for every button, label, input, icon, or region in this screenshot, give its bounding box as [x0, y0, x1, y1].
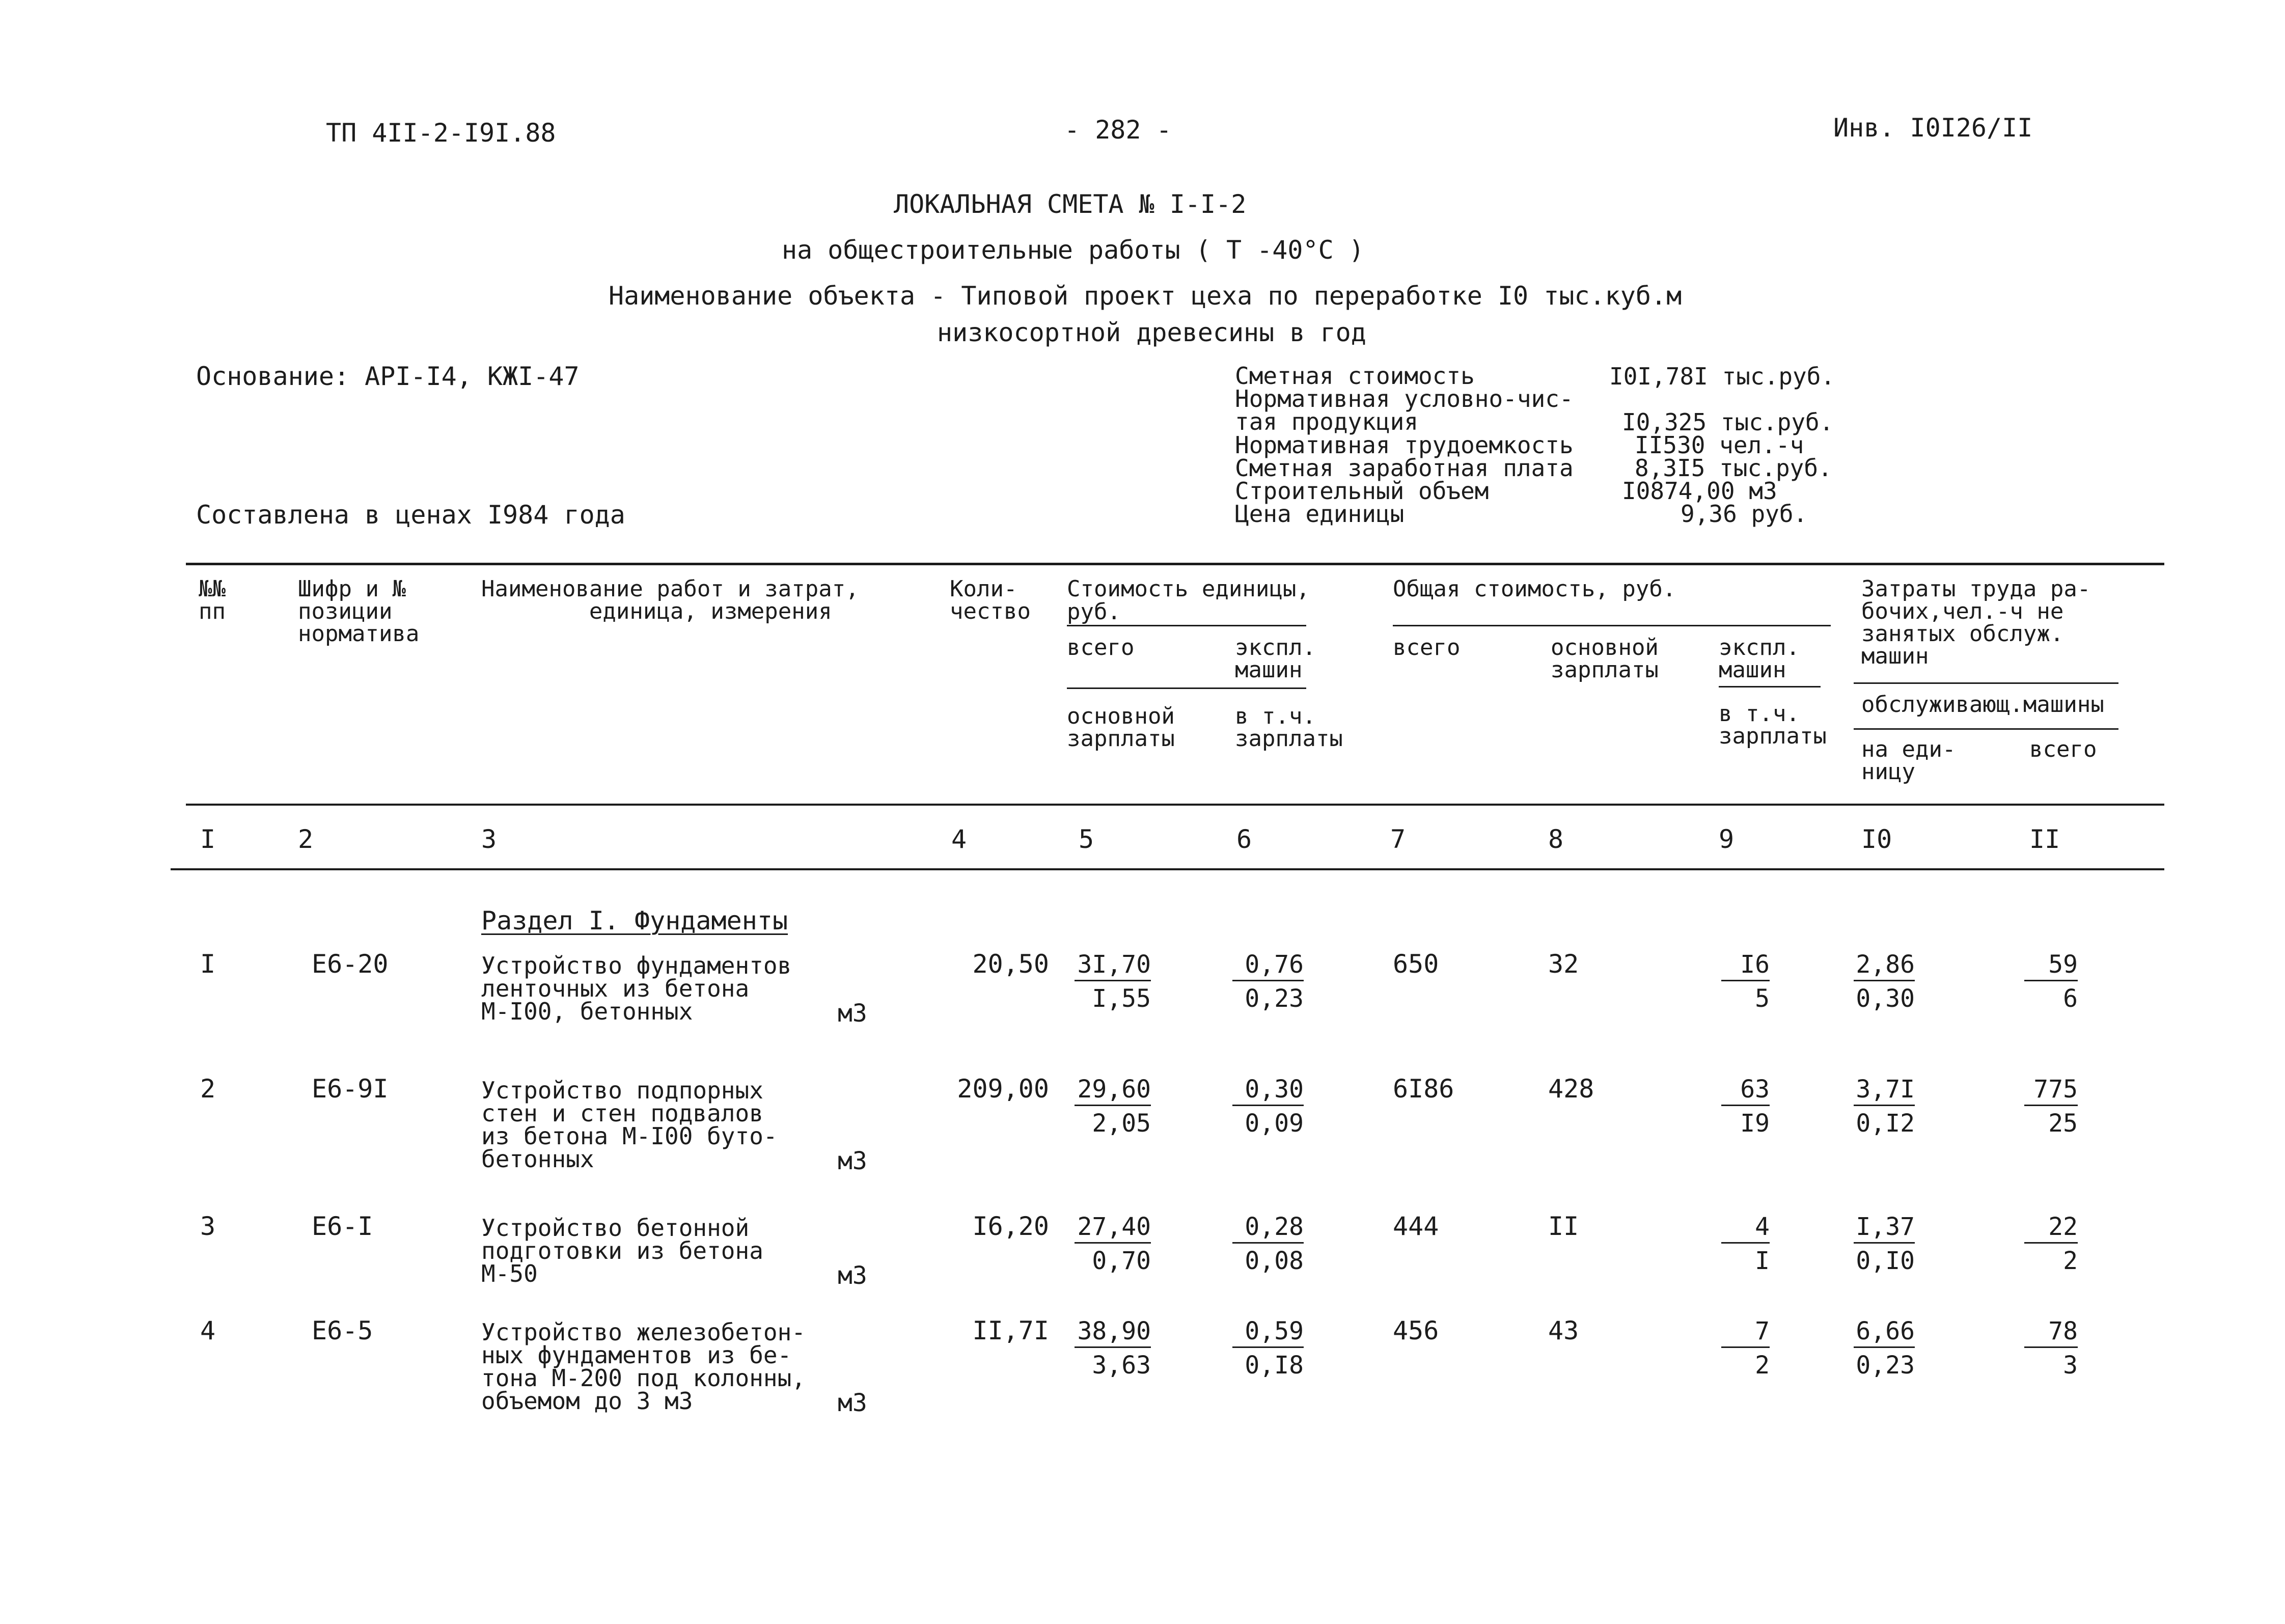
group-rule — [1067, 687, 1306, 689]
labor-per-unit-top: 3,7I — [1854, 1077, 1915, 1106]
numbers-bottom-rule — [171, 868, 2164, 870]
section-title: Раздел I. Фундаменты — [481, 906, 788, 935]
total-machines-bottom: I9 — [1740, 1109, 1770, 1138]
row-number: 2 — [200, 1074, 216, 1104]
summary-value: 9,36 руб. — [1681, 500, 1808, 528]
group-head-unit-cost-rub: руб. — [1067, 599, 1121, 625]
unit-cost-machines — [1232, 1077, 1304, 1136]
row-number: I — [200, 949, 216, 979]
unit-cost-total — [1075, 1077, 1151, 1136]
col-head-6-machines: экспл. машин — [1235, 635, 1316, 683]
unit-cost-machines — [1232, 1319, 1304, 1378]
work-description: Устройство железобетон- ных фундаментов из бе- тона М-200 под колонны, объемом до 3 м3 — [481, 1318, 806, 1415]
unit-cost-total — [1075, 952, 1151, 1011]
total-machines-top: 4 — [1721, 1215, 1770, 1244]
labor-total-top: 78 — [2024, 1319, 2078, 1348]
quantity: 209,00 — [957, 1074, 1049, 1104]
work-description: Устройство бетонной подготовки из бетона М-50 — [481, 1214, 763, 1287]
group-rule — [1854, 728, 2118, 730]
total-machines-top: I6 — [1721, 952, 1770, 981]
inventory-number: Инв. I0I26/II — [1833, 113, 2033, 143]
page-number: - 282 - — [1064, 115, 1172, 145]
summary-value: I0874,00 м3 — [1622, 477, 1777, 505]
col-head-9-machines: экспл. машин — [1719, 635, 1800, 683]
unit-cost-machines-bottom: 0,09 — [1245, 1109, 1304, 1138]
labor-total-bottom: 3 — [2063, 1351, 2078, 1380]
group-head-unit-cost: Стоимость единицы, — [1067, 576, 1310, 602]
col-head-7-total: всего — [1393, 635, 1461, 660]
column-number: 3 — [481, 824, 497, 854]
summary-label: Нормативная условно-чис- тая продукция — [1235, 385, 1574, 435]
norm-code: Е6-9I — [312, 1074, 389, 1104]
row-number: 4 — [200, 1316, 216, 1345]
col-head-6-salary: в т.ч. зарплаты — [1235, 703, 1343, 752]
column-number: 9 — [1719, 824, 1735, 854]
row-number: 3 — [200, 1212, 216, 1241]
unit-cost-total — [1075, 1215, 1151, 1273]
work-description: Устройство фундаментов ленточных из бетона М-I00, бетонных — [481, 952, 792, 1025]
labor-per-unit-top: 6,66 — [1854, 1319, 1915, 1348]
total-machines-top: 63 — [1721, 1077, 1770, 1106]
col-head-quantity: Коли- чество — [950, 576, 1031, 624]
unit-of-measure: м3 — [838, 999, 867, 1028]
unit-cost-machines-bottom: 0,23 — [1245, 984, 1304, 1013]
total-cost: 444 — [1393, 1212, 1439, 1241]
norm-code: Е6-I — [312, 1212, 373, 1241]
unit-cost-machines-top: 0,76 — [1232, 952, 1304, 981]
unit-cost-machines-bottom: 0,I8 — [1245, 1351, 1304, 1380]
table-top-rule — [186, 563, 2164, 565]
total-machines — [1721, 1319, 1770, 1378]
unit-cost-total-bottom: 3,63 — [1092, 1351, 1151, 1380]
column-number: I0 — [1861, 824, 1892, 854]
col-head-9-salary: в т.ч. зарплаты — [1719, 701, 1827, 749]
summary-label: Строительный объем — [1235, 477, 1489, 505]
total-machines — [1721, 1215, 1770, 1273]
total-cost: 650 — [1393, 949, 1439, 979]
labor-per-unit-top: 2,86 — [1854, 952, 1915, 981]
labor-per-unit-bottom: 0,23 — [1856, 1351, 1915, 1380]
quantity: II,7I — [972, 1316, 1049, 1345]
total-salary: 428 — [1548, 1074, 1594, 1104]
col-head-11-total: всего — [2029, 736, 2097, 762]
group-head-labor: Затраты труда ра- бочих,чел.-ч не занятых обслуж. машин — [1861, 576, 2091, 669]
group-head-service: обслуживающ.машины — [1861, 692, 2104, 718]
unit-cost-total-top: 38,90 — [1075, 1319, 1151, 1348]
col-head-8-salary: основной зарплаты — [1551, 635, 1659, 683]
unit-cost-machines-top: 0,59 — [1232, 1319, 1304, 1348]
col-head-5-total: всего — [1067, 635, 1135, 660]
estimate-subtitle: на общестроительные работы ( Т -40°С ) — [782, 235, 1364, 265]
labor-per-unit-bottom: 0,I0 — [1856, 1247, 1915, 1275]
total-salary: 32 — [1548, 949, 1579, 979]
basis-text: Основание: АРI-I4, КЖI-47 — [196, 362, 580, 391]
summary-value: 8,3I5 тыс.руб. — [1635, 454, 1832, 482]
labor-total — [2024, 1215, 2078, 1273]
column-number: 2 — [298, 824, 314, 854]
column-number: 5 — [1079, 824, 1094, 854]
unit-cost-total-bottom: 0,70 — [1092, 1247, 1151, 1275]
labor-per-unit-top: I,37 — [1854, 1215, 1915, 1244]
total-cost: 456 — [1393, 1316, 1439, 1345]
summary-label: Сметная заработная плата — [1235, 454, 1574, 482]
quantity: I6,20 — [972, 1212, 1049, 1241]
total-machines-bottom: 5 — [1755, 984, 1770, 1013]
col-head-code: Шифр и № позиции норматива — [298, 576, 420, 647]
unit-of-measure: м3 — [838, 1147, 867, 1175]
quantity: 20,50 — [972, 949, 1049, 979]
labor-per-unit — [1854, 1215, 1915, 1273]
column-number: II — [2029, 824, 2060, 854]
document-code: ТП 4II-2-I9I.88 — [326, 118, 556, 148]
summary-label: Сметная стоимость — [1235, 362, 1475, 390]
labor-total-bottom: 6 — [2063, 984, 2078, 1013]
summary-value: I0,325 тыс.руб. — [1622, 408, 1834, 436]
prices-year: Составлена в ценах I984 года — [196, 500, 625, 530]
labor-total-bottom: 2 — [2063, 1247, 2078, 1275]
group-rule — [1393, 625, 1831, 626]
group-rule — [1067, 625, 1306, 626]
labor-per-unit — [1854, 952, 1915, 1011]
work-description: Устройство подпорных стен и стен подвалов из бетона М-I00 буто- бетонных — [481, 1077, 778, 1173]
labor-total-top: 22 — [2024, 1215, 2078, 1244]
unit-cost-machines-top: 0,28 — [1232, 1215, 1304, 1244]
unit-of-measure: м3 — [838, 1261, 867, 1290]
total-machines — [1721, 952, 1770, 1011]
norm-code: Е6-20 — [312, 949, 389, 979]
column-number: 6 — [1236, 824, 1252, 854]
col-head-10-per-unit: на еди- ницу — [1861, 736, 1956, 785]
unit-cost-total-top: 27,40 — [1075, 1215, 1151, 1244]
estimate-title: ЛОКАЛЬНАЯ СМЕТА № I-I-2 — [894, 189, 1247, 219]
unit-cost-total-top: 29,60 — [1075, 1077, 1151, 1106]
column-number: 8 — [1548, 824, 1564, 854]
summary-label: Нормативная трудоемкость — [1235, 431, 1574, 459]
norm-code: Е6-5 — [312, 1316, 373, 1345]
total-machines-bottom: I — [1755, 1247, 1770, 1275]
object-name-cont: низкосортной древесины в год — [937, 318, 1366, 347]
summary-value: II530 чел.-ч — [1635, 431, 1804, 459]
unit-cost-total — [1075, 1319, 1151, 1378]
group-rule — [1854, 682, 2118, 684]
column-number: 7 — [1390, 824, 1406, 854]
total-machines — [1721, 1077, 1770, 1136]
column-number: 4 — [951, 824, 967, 854]
summary-value: I0I,78I тыс.руб. — [1609, 363, 1835, 390]
object-name: Наименование объекта - Типовой проект цеха по переработке I0 тыс.куб.м — [609, 281, 1682, 311]
col-head-name: Наименование работ и затрат, единица, измерения — [481, 576, 859, 624]
labor-total — [2024, 1319, 2078, 1378]
labor-total — [2024, 1077, 2078, 1136]
header-bottom-rule — [186, 804, 2164, 806]
unit-cost-machines-bottom: 0,08 — [1245, 1247, 1304, 1275]
unit-cost-machines — [1232, 952, 1304, 1011]
labor-total-top: 59 — [2024, 952, 2078, 981]
total-machines-top: 7 — [1721, 1319, 1770, 1348]
unit-cost-machines-top: 0,30 — [1232, 1077, 1304, 1106]
group-head-total-cost: Общая стоимость, руб. — [1393, 576, 1676, 602]
labor-per-unit — [1854, 1077, 1915, 1136]
summary-label: Цена единицы — [1235, 500, 1405, 528]
col-head-number: №№ пп — [199, 576, 226, 624]
labor-total — [2024, 952, 2078, 1011]
group-rule — [1719, 686, 1821, 687]
column-number: I — [200, 824, 216, 854]
labor-total-bottom: 25 — [2048, 1109, 2078, 1138]
labor-per-unit-bottom: 0,30 — [1856, 984, 1915, 1013]
total-salary: 43 — [1548, 1316, 1579, 1345]
unit-cost-total-bottom: I,55 — [1092, 984, 1151, 1013]
unit-cost-machines — [1232, 1215, 1304, 1273]
total-salary: II — [1548, 1212, 1579, 1241]
labor-per-unit — [1854, 1319, 1915, 1378]
unit-cost-total-top: 3I,70 — [1075, 952, 1151, 981]
labor-per-unit-bottom: 0,I2 — [1856, 1109, 1915, 1138]
labor-total-top: 775 — [2024, 1077, 2078, 1106]
unit-cost-total-bottom: 2,05 — [1092, 1109, 1151, 1138]
col-head-5-salary: основной зарплаты — [1067, 703, 1175, 752]
total-cost: 6I86 — [1393, 1074, 1454, 1104]
total-machines-bottom: 2 — [1755, 1351, 1770, 1380]
unit-of-measure: м3 — [838, 1389, 867, 1417]
